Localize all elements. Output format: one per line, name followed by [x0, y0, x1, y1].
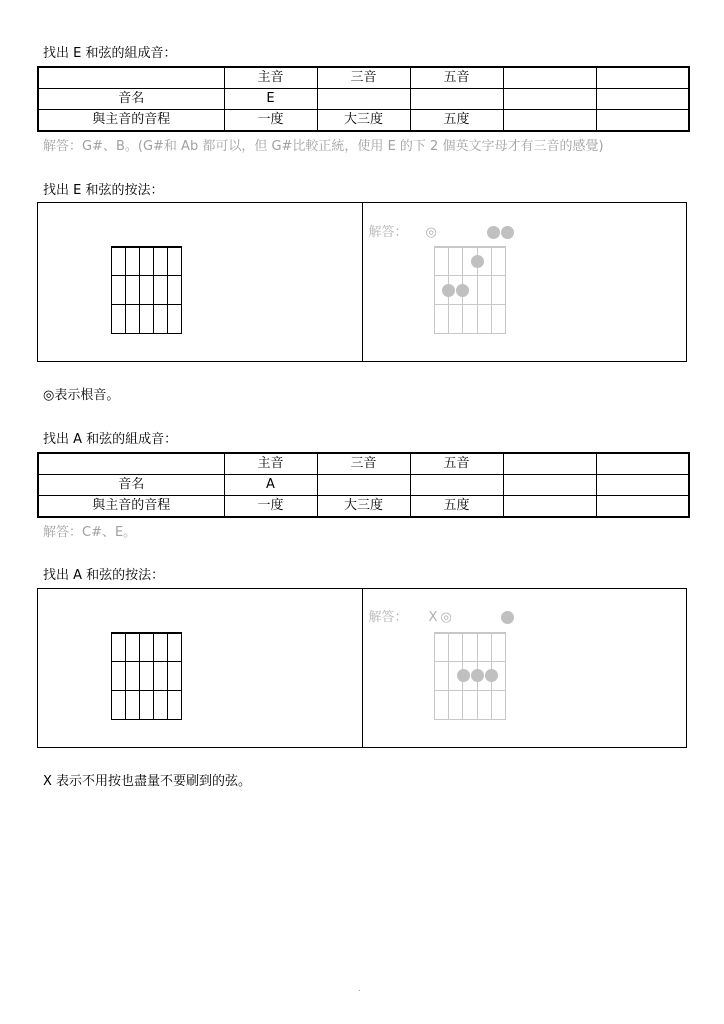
a-chord-notes-heading: 找出 A 和弦的組成音：: [43, 432, 178, 447]
table-cell: [503, 475, 596, 496]
a-chord-notes-table: [37, 452, 690, 518]
table-cell: [503, 496, 596, 518]
table-cell: 三音: [317, 67, 410, 89]
root-note-mark: ◎: [425, 225, 437, 240]
table-cell: [503, 89, 596, 110]
table-cell: 大三度: [317, 496, 410, 518]
answer-diagram-panel: [363, 203, 687, 361]
answer-label: 解答：: [368, 610, 408, 625]
table-cell: E: [224, 89, 317, 110]
table-cell: [503, 110, 596, 132]
blank-fretboard-diagram: [111, 246, 182, 334]
table-cell: [596, 475, 689, 496]
table-cell: 與主音的音程: [38, 110, 224, 132]
finger-dot: [456, 284, 469, 297]
a-chord-fingering-box: [37, 588, 687, 748]
e-chord-fingering-box: [37, 202, 687, 362]
table-cell: [503, 453, 596, 475]
root-note-legend: ◎表示根音。: [43, 388, 120, 403]
table-cell: [317, 89, 410, 110]
blank-diagram-panel: [38, 203, 363, 361]
a-chord-fingering-heading: 找出 A 和弦的按法：: [43, 568, 165, 583]
table-cell: [596, 89, 689, 110]
open-string-dot: [487, 226, 500, 239]
table-cell: [410, 475, 503, 496]
footer-dot: .: [358, 984, 361, 993]
blank-fretboard-diagram: [111, 632, 182, 720]
table-cell: [38, 67, 224, 89]
table-row: [38, 475, 689, 496]
a-chord-notes-answer: 解答：C#、E。: [43, 525, 137, 540]
table-row: [38, 496, 689, 518]
table-cell: 主音: [224, 453, 317, 475]
table-cell: 音名: [38, 475, 224, 496]
table-cell: 一度: [224, 110, 317, 132]
muted-string-legend: X 表示不用按也盡量不要刷到的弦。: [43, 774, 252, 789]
table-cell: [410, 89, 503, 110]
finger-dot: [471, 255, 484, 268]
open-string-dot: [501, 611, 514, 624]
e-chord-notes-heading: 找出 E 和弦的組成音：: [43, 46, 177, 61]
root-note-mark: ◎: [440, 610, 452, 625]
table-cell: [596, 67, 689, 89]
e-chord-notes-answer: 解答：G#、B。(G#和 Ab 都可以，但 G#比較正統，使用 E 的下 2 個英文字母才有三音的感覺): [43, 139, 604, 154]
table-cell: 音名: [38, 89, 224, 110]
answer-label: 解答：: [368, 225, 408, 240]
table-row: [38, 89, 689, 110]
muted-string-mark: X: [428, 610, 438, 625]
table-cell: A: [224, 475, 317, 496]
open-string-dot: [501, 226, 514, 239]
e-chord-notes-table: [37, 66, 690, 132]
answer-diagram-panel: [363, 589, 687, 747]
table-cell: [596, 496, 689, 518]
table-cell: [38, 453, 224, 475]
table-cell: 大三度: [317, 110, 410, 132]
table-row: [38, 110, 689, 132]
table-cell: 五度: [410, 496, 503, 518]
table-cell: 五度: [410, 110, 503, 132]
e-chord-fingering-heading: 找出 E 和弦的按法：: [43, 183, 164, 198]
table-cell: [317, 475, 410, 496]
finger-dot: [471, 669, 484, 682]
table-cell: 與主音的音程: [38, 496, 224, 518]
table-cell: [596, 453, 689, 475]
finger-dot: [457, 669, 470, 682]
finger-dot: [442, 284, 455, 297]
table-header-row: [38, 453, 689, 475]
finger-dot: [485, 669, 498, 682]
table-cell: 五音: [410, 453, 503, 475]
table-cell: 三音: [317, 453, 410, 475]
table-cell: 主音: [224, 67, 317, 89]
table-cell: 一度: [224, 496, 317, 518]
blank-diagram-panel: [38, 589, 363, 747]
table-cell: [503, 67, 596, 89]
table-cell: [596, 110, 689, 132]
table-header-row: [38, 67, 689, 89]
table-cell: 五音: [410, 67, 503, 89]
